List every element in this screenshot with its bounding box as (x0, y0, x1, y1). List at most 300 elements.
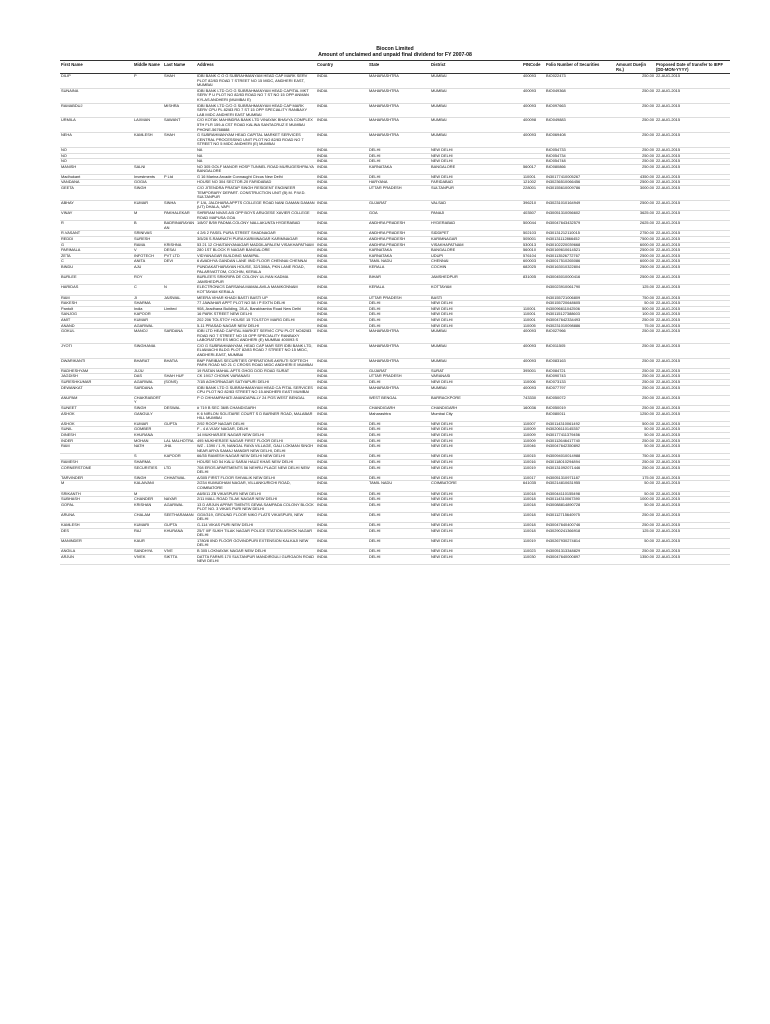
pincode-cell: 121002 (522, 180, 545, 186)
dividend-table (60, 60, 730, 565)
district-cell: NEW DELHI (430, 427, 522, 433)
transfer-date-cell: 22-AUG-2015 (655, 147, 730, 153)
table-row (60, 395, 730, 405)
state-cell: DELHI (368, 432, 430, 438)
folio-cell: BIO022473 (545, 74, 615, 89)
address-cell: 14 MUKHARJEE NAGAR NEW DELHI (196, 432, 316, 438)
address-cell: NA (196, 153, 316, 159)
address-cell: CK 19/17 CHOWK VARANASI (196, 374, 316, 380)
district-cell: NEW DELHI (430, 159, 522, 165)
amount-cell: 250.00 (615, 358, 655, 368)
folio-cell: BIO073133 (545, 380, 615, 386)
last-name-cell: JHA (163, 444, 196, 454)
state-cell: KARNATAKA (368, 248, 430, 254)
address-cell: NA (196, 159, 316, 165)
first-name-cell: R.VASANT (60, 231, 133, 237)
header-country: Country (316, 61, 368, 74)
last-name-cell: SHAH HUF (163, 374, 196, 380)
pincode-cell: 110009 (522, 427, 545, 433)
state-cell: WEST BENGAL (368, 395, 430, 405)
table-row (60, 200, 730, 210)
district-cell: NEW DELHI (430, 312, 522, 318)
district-cell: NEW DELHI (430, 301, 522, 307)
address-cell: IDBI BANK LTD C/O G SUBRAHMANYAM HEAD CAP MARK SERV CPU PL 82/83 RD 7 ST 15 OPP SPECIALITY RANBAXY LAB MIDC ANDHERI EAST MUMBAI (196, 103, 316, 118)
address-cell: F 1/A, JALDHARA APPTS COLLEGE ROAD NANI DAMAN DAMAN (UT) DHALA, VAPI (197, 200, 315, 210)
state-cell: DELHI (368, 491, 430, 497)
address-cell: F - 4 A VIJAY NAGAR, DELHI (196, 427, 316, 433)
first-name-cell: VINAY (60, 211, 133, 221)
transfer-date-cell: 22-AUG-2015 (655, 295, 730, 301)
country-cell: INDIA (316, 368, 368, 374)
table-row (60, 411, 730, 421)
folio-cell: IN30231010098886 (545, 323, 615, 329)
first-name-cell: DILIP (60, 74, 133, 89)
first-name-cell: DWARIKANTI (60, 358, 133, 368)
country-cell: INDIA (316, 549, 368, 555)
middle-name-cell: RAJ (133, 528, 163, 538)
transfer-date-cell: 22-AUG-2015 (655, 380, 730, 386)
last-name-cell (163, 385, 196, 395)
first-name-cell: RAM (60, 295, 133, 301)
table-row (60, 103, 730, 118)
country-cell: INDIA (316, 174, 368, 180)
pincode-cell: 110001 (522, 312, 545, 318)
amount-cell: 7500.00 (615, 237, 655, 243)
district-cell: COIMBATORE (430, 481, 522, 491)
last-name-cell (163, 481, 196, 491)
middle-name-cell: SINGH (133, 406, 163, 412)
transfer-date-cell: 22-AUG-2015 (655, 538, 730, 548)
table-row (60, 74, 730, 89)
country-cell: INDIA (316, 103, 368, 118)
state-cell: MAHARASHTRA (368, 88, 430, 103)
transfer-date-cell: 22-AUG-2015 (655, 237, 730, 243)
folio-cell: IN30045010000416 (545, 275, 615, 285)
first-name-cell: MANINDER (60, 538, 133, 548)
first-name-cell: R (60, 221, 133, 231)
folio-cell: BIO090743 (545, 374, 615, 380)
middle-name-cell: KAPOOR (133, 312, 163, 318)
district-cell: SURAT (430, 368, 522, 374)
transfer-date-cell: 22-AUG-2015 (655, 374, 730, 380)
first-name-cell: SUNIL (60, 427, 133, 433)
address-cell: IDBI BANK LTD G SUBRAHMANYAM HEAD CA PITAL SERVICES CPU PLOT NO 82/83 STREET NO 15 ANDHERI EAST MUMBAI (196, 385, 316, 395)
country-cell: INDIA (316, 118, 368, 133)
transfer-date-cell: 22-AUG-2015 (655, 264, 730, 274)
district-cell: MUMBAI (430, 118, 522, 133)
state-cell: DELHI (368, 554, 430, 564)
amount-cell: 250.00 (615, 343, 655, 358)
pincode-cell: 500044 (522, 221, 545, 231)
district-cell: VALSAD (430, 200, 522, 210)
folio-cell: BIO097663 (545, 103, 615, 118)
folio-cell: IN30169610614521 (545, 248, 615, 254)
header-first-name: First Name (60, 61, 133, 74)
transfer-date-cell: 22-AUG-2015 (655, 253, 730, 259)
district-cell: NEW DELHI (430, 554, 522, 564)
district-cell: MUMBAI (430, 343, 522, 358)
country-cell: INDIA (316, 538, 368, 548)
amount-cell: 2500.00 (615, 264, 655, 274)
transfer-date-cell: 22-AUG-2015 (655, 285, 730, 295)
country-cell: INDIA (316, 432, 368, 438)
transfer-date-cell: 22-AUG-2015 (655, 133, 730, 148)
folio-cell: BIO050072 (545, 395, 615, 405)
address-cell: 13 D ARJUN APPAR TMENTS GEWA SAMPADA COLONY BLOCK PLOT NO. 3 VIKAS PURI NEW DELHI (196, 502, 316, 512)
first-name-cell: SANJOG (60, 312, 133, 318)
amount-cell: 50.00 (615, 301, 655, 307)
country-cell: INDIA (316, 74, 368, 89)
middle-name-cell: MANOJ (133, 329, 163, 344)
first-name-cell: NO (60, 153, 133, 159)
middle-name-cell: CHALAM (133, 512, 163, 522)
first-name-cell: Pantolt (60, 306, 133, 312)
transfer-date-cell: 22-AUG-2015 (655, 242, 730, 248)
district-cell: COCHIN (430, 264, 522, 274)
pincode-cell: 110001 (522, 317, 545, 323)
transfer-date-cell: 22-AUG-2015 (655, 211, 730, 221)
table-row (60, 481, 730, 491)
middle-name-cell: P (133, 74, 163, 89)
transfer-date-cell: 22-AUG-2015 (655, 432, 730, 438)
district-cell: MUMBAI (430, 329, 522, 344)
first-name-cell: KAMLESH (60, 523, 133, 529)
header-address: Address (196, 61, 316, 74)
table-row (60, 133, 730, 148)
folio-cell: BIO027966 (545, 329, 615, 344)
country-cell: INDIA (316, 147, 368, 153)
last-name-cell (163, 395, 196, 405)
amount-cell: 1250.00 (615, 411, 655, 421)
transfer-date-cell: 22-AUG-2015 (655, 481, 730, 491)
middle-name-cell: M (133, 211, 163, 221)
last-name-cell: JAISWAL (163, 295, 196, 301)
address-cell: BNP PARIBAS SECURITIES OPERATIONS AKRUTI SOFTECH PARK ROAD NO 21 C CROSS ROAD MIDC ANDHERI E MUMBAI (196, 358, 316, 368)
middle-name-cell: ROY (133, 275, 163, 285)
state-cell: UTTAR PRADESH (368, 295, 430, 301)
country-cell: INDIA (316, 554, 368, 564)
district-cell: SULTANPUR (430, 186, 522, 201)
folio-cell: IN30094010014988 (545, 454, 615, 460)
state-cell: DELHI (368, 475, 430, 481)
state-cell: GUJARAT (368, 200, 430, 210)
district-cell: NEW DELHI (430, 528, 522, 538)
district-cell: NEW DELHI (430, 454, 522, 460)
country-cell: INDIA (316, 481, 368, 491)
pincode-cell: 400093 (522, 88, 545, 103)
district-cell: MUMBAI (430, 133, 522, 148)
amount-cell: 250.00 (615, 74, 655, 89)
first-name-cell: BINDU (60, 264, 133, 274)
folio-cell: BIO069408 (545, 133, 615, 148)
district-cell: MUMBAI (430, 74, 522, 89)
address-cell: 1780/8 IIND FLOOR GOVINDPURI EXTENSION KALKAJI NEW DELHI (196, 538, 316, 548)
middle-name-cell: BHARAT (133, 358, 163, 368)
last-name-cell: BADRINARAYANAN (164, 220, 195, 230)
last-name-cell: KHURANA (163, 528, 196, 538)
pincode-cell: 403507 (522, 211, 545, 221)
amount-cell: 250.00 (615, 153, 655, 159)
address-cell: HOUSE NO 304 SECTOR-20 FARIDABAD (196, 180, 316, 186)
country-cell: INDIA (316, 295, 368, 301)
last-name-cell: PVT LTD (163, 253, 196, 259)
state-cell: DELHI (368, 549, 430, 555)
address-cell: 280 1ST BLOCK R NAGAR BANGALORE (196, 248, 316, 254)
pincode-cell: 505001 (522, 237, 545, 243)
district-cell: MUMBAI (430, 88, 522, 103)
first-name-cell: VANDANA (60, 180, 133, 186)
country-cell: INDIA (316, 497, 368, 503)
middle-name-cell: NATH (133, 444, 163, 454)
country-cell: INDIA (316, 528, 368, 538)
pincode-cell: 110009 (522, 432, 545, 438)
first-name-cell: DEWANKAT (60, 385, 133, 395)
header-pincode: PINCode (522, 61, 545, 74)
pincode-cell: 110016 (522, 459, 545, 465)
last-name-cell: PAKHALEKAR (163, 211, 196, 221)
middle-name-cell: SARDANA (133, 385, 163, 395)
middle-name-cell: M (133, 491, 163, 497)
first-name-cell: GOPAL (60, 502, 133, 512)
table-row (60, 275, 730, 285)
folio-cell: IN30047642350892 (545, 444, 615, 454)
address-cell: 6 AVADHYA GANDAN LANE IIND FLOOR CHENNAI CHENNAI (196, 259, 316, 265)
district-cell: NEW DELHI (430, 432, 522, 438)
table-row (60, 343, 730, 358)
district-cell: NEW DELHI (430, 174, 522, 180)
country-cell: INDIA (316, 395, 368, 405)
district-cell: VISAKHAPATNAM (430, 242, 522, 248)
middle-name-cell (133, 103, 163, 118)
country-cell: INDIA (316, 264, 368, 274)
address-cell: VIDYANAGAR BUILDING MANIPAL (196, 253, 316, 259)
table-row (60, 512, 730, 522)
amount-cell: 1000.00 (615, 497, 655, 503)
amount-cell: 2500.00 (615, 180, 655, 186)
state-cell: DELHI (368, 528, 430, 538)
amount-cell: 50.00 (615, 444, 655, 454)
state-cell: UTTAR PRADESH (368, 374, 430, 380)
first-name-cell: CORNERSTONE (60, 465, 133, 475)
pincode-cell: 400093 (522, 385, 545, 395)
header-state: State (368, 61, 430, 74)
state-cell: Maharashtra (368, 411, 430, 421)
first-name-cell: ASHOK (60, 421, 133, 427)
state-cell: ANDHRA PRADESH (368, 237, 430, 243)
middle-name-cell: V (133, 248, 163, 254)
transfer-date-cell: 22-AUG-2015 (655, 368, 730, 374)
transfer-date-cell: 22-AUG-2015 (655, 512, 730, 522)
amount-cell: 500.00 (615, 306, 655, 312)
table-row (60, 221, 730, 231)
transfer-date-cell: 22-AUG-2015 (655, 275, 730, 285)
middle-name-cell: RAMA (133, 242, 163, 248)
pincode-cell: 400093 (522, 74, 545, 89)
district-cell: KARIMNAGAR (430, 237, 522, 243)
first-name-cell: AMIT (60, 317, 133, 323)
amount-cell: 6000.00 (615, 259, 655, 265)
amount-cell: 50.00 (615, 427, 655, 433)
state-cell: KARNATAKA (368, 253, 430, 259)
transfer-date-cell: 22-AUG-2015 (655, 454, 730, 460)
first-name-cell: Madhukant (60, 174, 133, 180)
state-cell: DELHI (368, 306, 430, 312)
last-name-cell: SARDANA (163, 329, 196, 344)
header-transfer-date: Proposed Date of transfer to IEPF (DD-MON-YYYY) (655, 61, 730, 74)
country-cell: INDIA (316, 186, 368, 201)
pincode-cell: 400093 (522, 103, 545, 118)
middle-name-cell: DAS (133, 374, 163, 380)
first-name-cell: ANGILA (60, 549, 133, 555)
folio-cell: IN30017510265086 (545, 259, 615, 265)
pincode-cell (522, 411, 545, 421)
district-cell: NEW DELHI (430, 459, 522, 465)
state-cell: KERALA (368, 264, 430, 274)
middle-name-cell: KUMARI (133, 523, 163, 529)
address-cell: 708 EROS APARTMENTS 56 NEHRU PLACE NEW DELHI NEW DELHI (196, 465, 316, 475)
address-cell: GG/I/319, GROUND FLOOR NIKO FLATS VIKASPURI, NEW DELHI (196, 512, 316, 522)
middle-name-cell: GOGIA (133, 180, 163, 186)
transfer-date-cell: 22-AUG-2015 (655, 358, 730, 368)
transfer-date-cell: 22-AUG-2015 (655, 301, 730, 307)
state-cell: MAHARASHTRA (368, 343, 430, 358)
folio-cell: IN30290241366918 (545, 528, 615, 538)
address-cell: 16 PARK STREET NEW DELHI (196, 312, 316, 318)
country-cell: INDIA (316, 406, 368, 412)
amount-cell: 1350.00 (615, 554, 655, 564)
pincode-cell: 110019 (522, 538, 545, 548)
district-cell: NEW DELHI (430, 380, 522, 386)
folio-cell: BIO049368 (545, 88, 615, 103)
first-name-cell: ABHAY (60, 200, 133, 210)
pincode-cell: 560010 (522, 248, 545, 254)
country-cell: INDIA (316, 211, 368, 221)
amount-cell: 50.00 (615, 481, 655, 491)
state-cell: DELHI (368, 438, 430, 444)
last-name-cell: DESWAL (163, 406, 196, 412)
address-cell: K 6 NIRLON SOLITAIRE COURT S D BARNER ROAD, MALABAR HILL MUMBAI (196, 411, 316, 421)
table-row (60, 164, 730, 174)
middle-name-cell: B (133, 221, 163, 231)
country-cell: INDIA (316, 221, 368, 231)
table-row (60, 358, 730, 368)
middle-name-cell: AJU (133, 264, 163, 274)
address-cell: 202 206 TOLSTOY HOUSE 15 TOLSTOY MARG DELHI (196, 317, 316, 323)
first-name-cell: NO (60, 159, 133, 165)
amount-cell: 250.00 (615, 512, 655, 522)
country-cell: INDIA (316, 358, 368, 368)
folio-cell: IN30051310971187 (545, 475, 615, 481)
header-folio: Folio Number of Securities (545, 61, 615, 74)
transfer-date-cell: 22-AUG-2015 (655, 317, 730, 323)
state-cell: DELHI (368, 174, 430, 180)
state-cell: DELHI (368, 512, 430, 522)
address-cell: MEERA VIHAR KHADI BASTI BASTI UP (196, 295, 316, 301)
amount-cell: 50.00 (615, 538, 655, 548)
country-cell: INDIA (316, 200, 368, 210)
district-cell: NEW DELHI (430, 491, 522, 497)
address-cell: 3/5/28 S.RAMNATH PURA KARIMNAGAR KARIMNAGAR (196, 237, 316, 243)
first-name-cell: SUNEET (60, 406, 133, 412)
pincode-cell: 110018 (522, 512, 545, 522)
first-name-cell: RAMABDUJ (60, 103, 133, 118)
state-cell: DELHI (368, 427, 430, 433)
first-name-cell: INDER (60, 438, 133, 444)
state-cell: DELHI (368, 380, 430, 386)
table-row (60, 554, 730, 564)
country-cell: INDIA (316, 444, 368, 454)
first-name-cell: PARIMALA (60, 248, 133, 254)
pincode-cell: 110030 (522, 554, 545, 564)
folio-cell: IN30115127388603 (545, 312, 615, 318)
district-cell: MUMBAI (430, 103, 522, 118)
first-name-cell: JYOTI (60, 343, 133, 358)
transfer-date-cell: 22-AUG-2015 (655, 427, 730, 433)
folio-cell: IN30267930274814 (545, 538, 615, 548)
folio-cell: BIO084721 (545, 368, 615, 374)
transfer-date-cell: 22-AUG-2015 (655, 502, 730, 512)
first-name-cell: JAGDISH (60, 374, 133, 380)
middle-name-cell: KUMAR (133, 421, 163, 427)
state-cell: ANDHRA PRADESH (368, 231, 430, 237)
folio-cell: IN30114310067390 (545, 497, 615, 503)
amount-cell: 2500.00 (615, 275, 655, 285)
address-cell: 1/8/07 B/59 PADMA COLONY NALLAKUNTA HYDERABAD (196, 221, 316, 231)
middle-name-cell: JI (133, 295, 163, 301)
state-cell: HARYANA (368, 180, 430, 186)
country-cell: INDIA (316, 259, 368, 265)
state-cell: DELHI (368, 159, 430, 165)
district-cell: Mumbai City (430, 411, 522, 421)
folio-cell: IN30112646417740 (545, 438, 615, 444)
amount-cell: 250.00 (615, 164, 655, 174)
amount-cell: 2625.00 (615, 221, 655, 231)
pincode-cell: 110017 (522, 475, 545, 481)
folio-cell: BIO050019 (545, 406, 615, 412)
first-name-cell: URMILA (60, 118, 133, 133)
amount-cell: 250.00 (615, 523, 655, 529)
address-cell: DATTA FARMS 170 SULTANPUR MANDIRGULI GURGAON ROAD NEW DELHI (197, 554, 315, 564)
middle-name-cell: KUMAR (133, 200, 163, 210)
first-name-cell: SRIKANTH (60, 491, 133, 497)
pincode-cell: 400093 (522, 343, 545, 358)
folio-cell: IN30214810631955 (545, 481, 615, 491)
address-cell: 5-11 PRASAD NAGAR NEW DELHI (196, 323, 316, 329)
pincode-cell: 110018 (522, 523, 545, 529)
address-cell: C/O KOTAK MAHINDRA BANK LTD VINAYAK BHAVYA COMPLEX 5TH FLR 159-A CST ROAD KALINA SANTACRUZ E MUMBAI PHONE-56768888 (196, 118, 316, 133)
address-cell: 25/7 II/F SUKH TILAK NAGAR POLICE STATION ASHOK NAGAR DELHI (196, 528, 316, 538)
state-cell: MAHARASHTRA (368, 103, 430, 118)
pincode-cell: 502103 (522, 231, 545, 237)
pincode-cell: 110001 (522, 174, 545, 180)
country-cell: INDIA (316, 421, 368, 427)
first-name-cell: RAKESH (60, 301, 133, 307)
last-name-cell: CHHATWAL (163, 475, 196, 481)
country-cell: INDIA (316, 491, 368, 497)
country-cell: INDIA (316, 306, 368, 312)
amount-cell: 6000.00 (615, 242, 655, 248)
middle-name-cell: India (133, 306, 163, 312)
middle-name-cell: CHANDER (133, 497, 163, 503)
last-name-cell: SINHA (163, 200, 196, 210)
country-cell: INDIA (316, 465, 368, 475)
document-page (60, 46, 730, 565)
state-cell: DELHI (368, 323, 430, 329)
folio-cell: IN30155610009786 (545, 186, 615, 201)
last-name-cell: SAWANT (163, 118, 196, 133)
transfer-date-cell: 22-AUG-2015 (655, 385, 730, 395)
address-cell: G 16 Marina Arcade Connaught Circus New Delhi (196, 174, 316, 180)
